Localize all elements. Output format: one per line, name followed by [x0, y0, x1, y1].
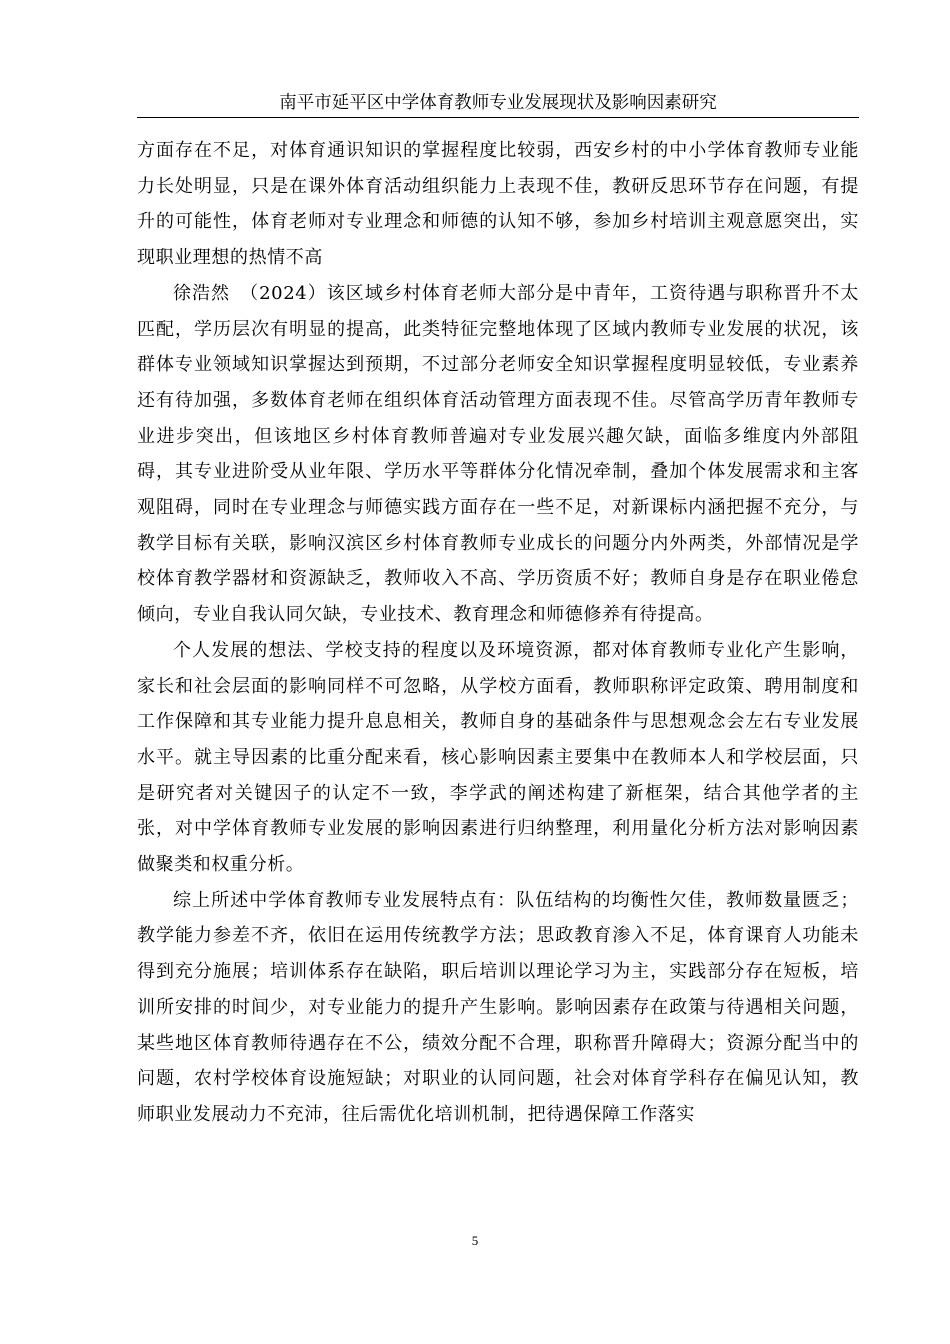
document-body — [137, 133, 859, 1133]
paragraph-xu-haoran: 徐浩然 （2024）该区域乡村体育老师大部分是中青年，工资待遇与职称晋升不太匹配，学历层次有明显的提高，此类特征完整地体现了区域内教师专业发展的状况，该群体专业领域知识掌握达到预期，不过部分老师安全知识掌握程度明显较低，专业素养还有待加强，多数体育老师在组织体育活动管理方面表现不佳。尽管高学历青年教师专业进步突出，但该地区乡村体育教师普遍对专业发展兴趣欠缺，面临多维度内外部阻碍，其专业进阶受从业年限、学历水平等群体分化情况牵制，叠加个体发展需求和主客观阻碍，同时在专业理念与师德实践方面存在一些不足，对新课标内涵把握不充分，与教学目标有关联，影响汉滨区乡村体育教师专业成长的问题分内外两类，外部情况是学校体育教学器材和资源缺乏，教师收入不高、学历资质不好；教师自身是存在职业倦怠倾向，专业自我认同欠缺，专业技术、教育理念和师德修养有待提高。 — [137, 282, 859, 626]
page-number: 5 — [471, 1233, 479, 1248]
paragraph-influencing-factors: 个人发展的想法、学校支持的程度以及环境资源，都对体育教师专业化产生影响，家长和社会层面的影响同样不可忽略，从学校方面看，教师职称评定政策、聘用制度和工作保障和其专业能力提升息息相关，教师自身的基础条件与思想观念会左右专业发展水平。就主导因素的比重分配来看，核心影响因素主要集中在教师本人和学校层面，只是研究者对关键因子的认定不一致，李学武的阐述构建了新框架，结合其他学者的主张，对中学体育教师专业发展的影响因素进行归纳整理，利用量化分析方法对影响因素做聚类和权重分析。 — [137, 639, 859, 876]
paragraph-summary: 综上所述中学体育教师专业发展特点有：队伍结构的均衡性欠佳，教师数量匮乏；教学能力参差不齐，依旧在运用传统教学方法；思政教育渗入不足，体育课育人功能未得到充分施展；培训体系存在缺陷，职后培训以理论学习为主，实践部分存在短板，培训所安排的时间少，对专业能力的提升产生影响。影响因素存在政策与待遇相关问题，某些地区体育教师待遇存在不公，绩效分配不合理，职称晋升障碍大；资源分配当中的问题，农村学校体育设施短缺；对职业的认同问题，社会对体育学科存在偏见认知，教师职业发展动力不充沛，往后需优化培训机制，把待遇保障工作落实 — [137, 889, 859, 1125]
paragraph-continuation: 方面存在不足，对体育通识知识的掌握程度比较弱，西安乡村的中小学体育教师专业能力长处明显，只是在课外体育活动组织能力上表现不佳，教研反思环节存在问题，有提升的可能性，体育老师对专业理念和师德的认知不够，参加乡村培训主观意愿突出，实现职业理想的热情不高 — [137, 140, 859, 269]
header-divider — [137, 117, 859, 118]
running-header: 南平市延平区中学体育教师专业发展现状及影响因素研究 — [279, 93, 717, 113]
